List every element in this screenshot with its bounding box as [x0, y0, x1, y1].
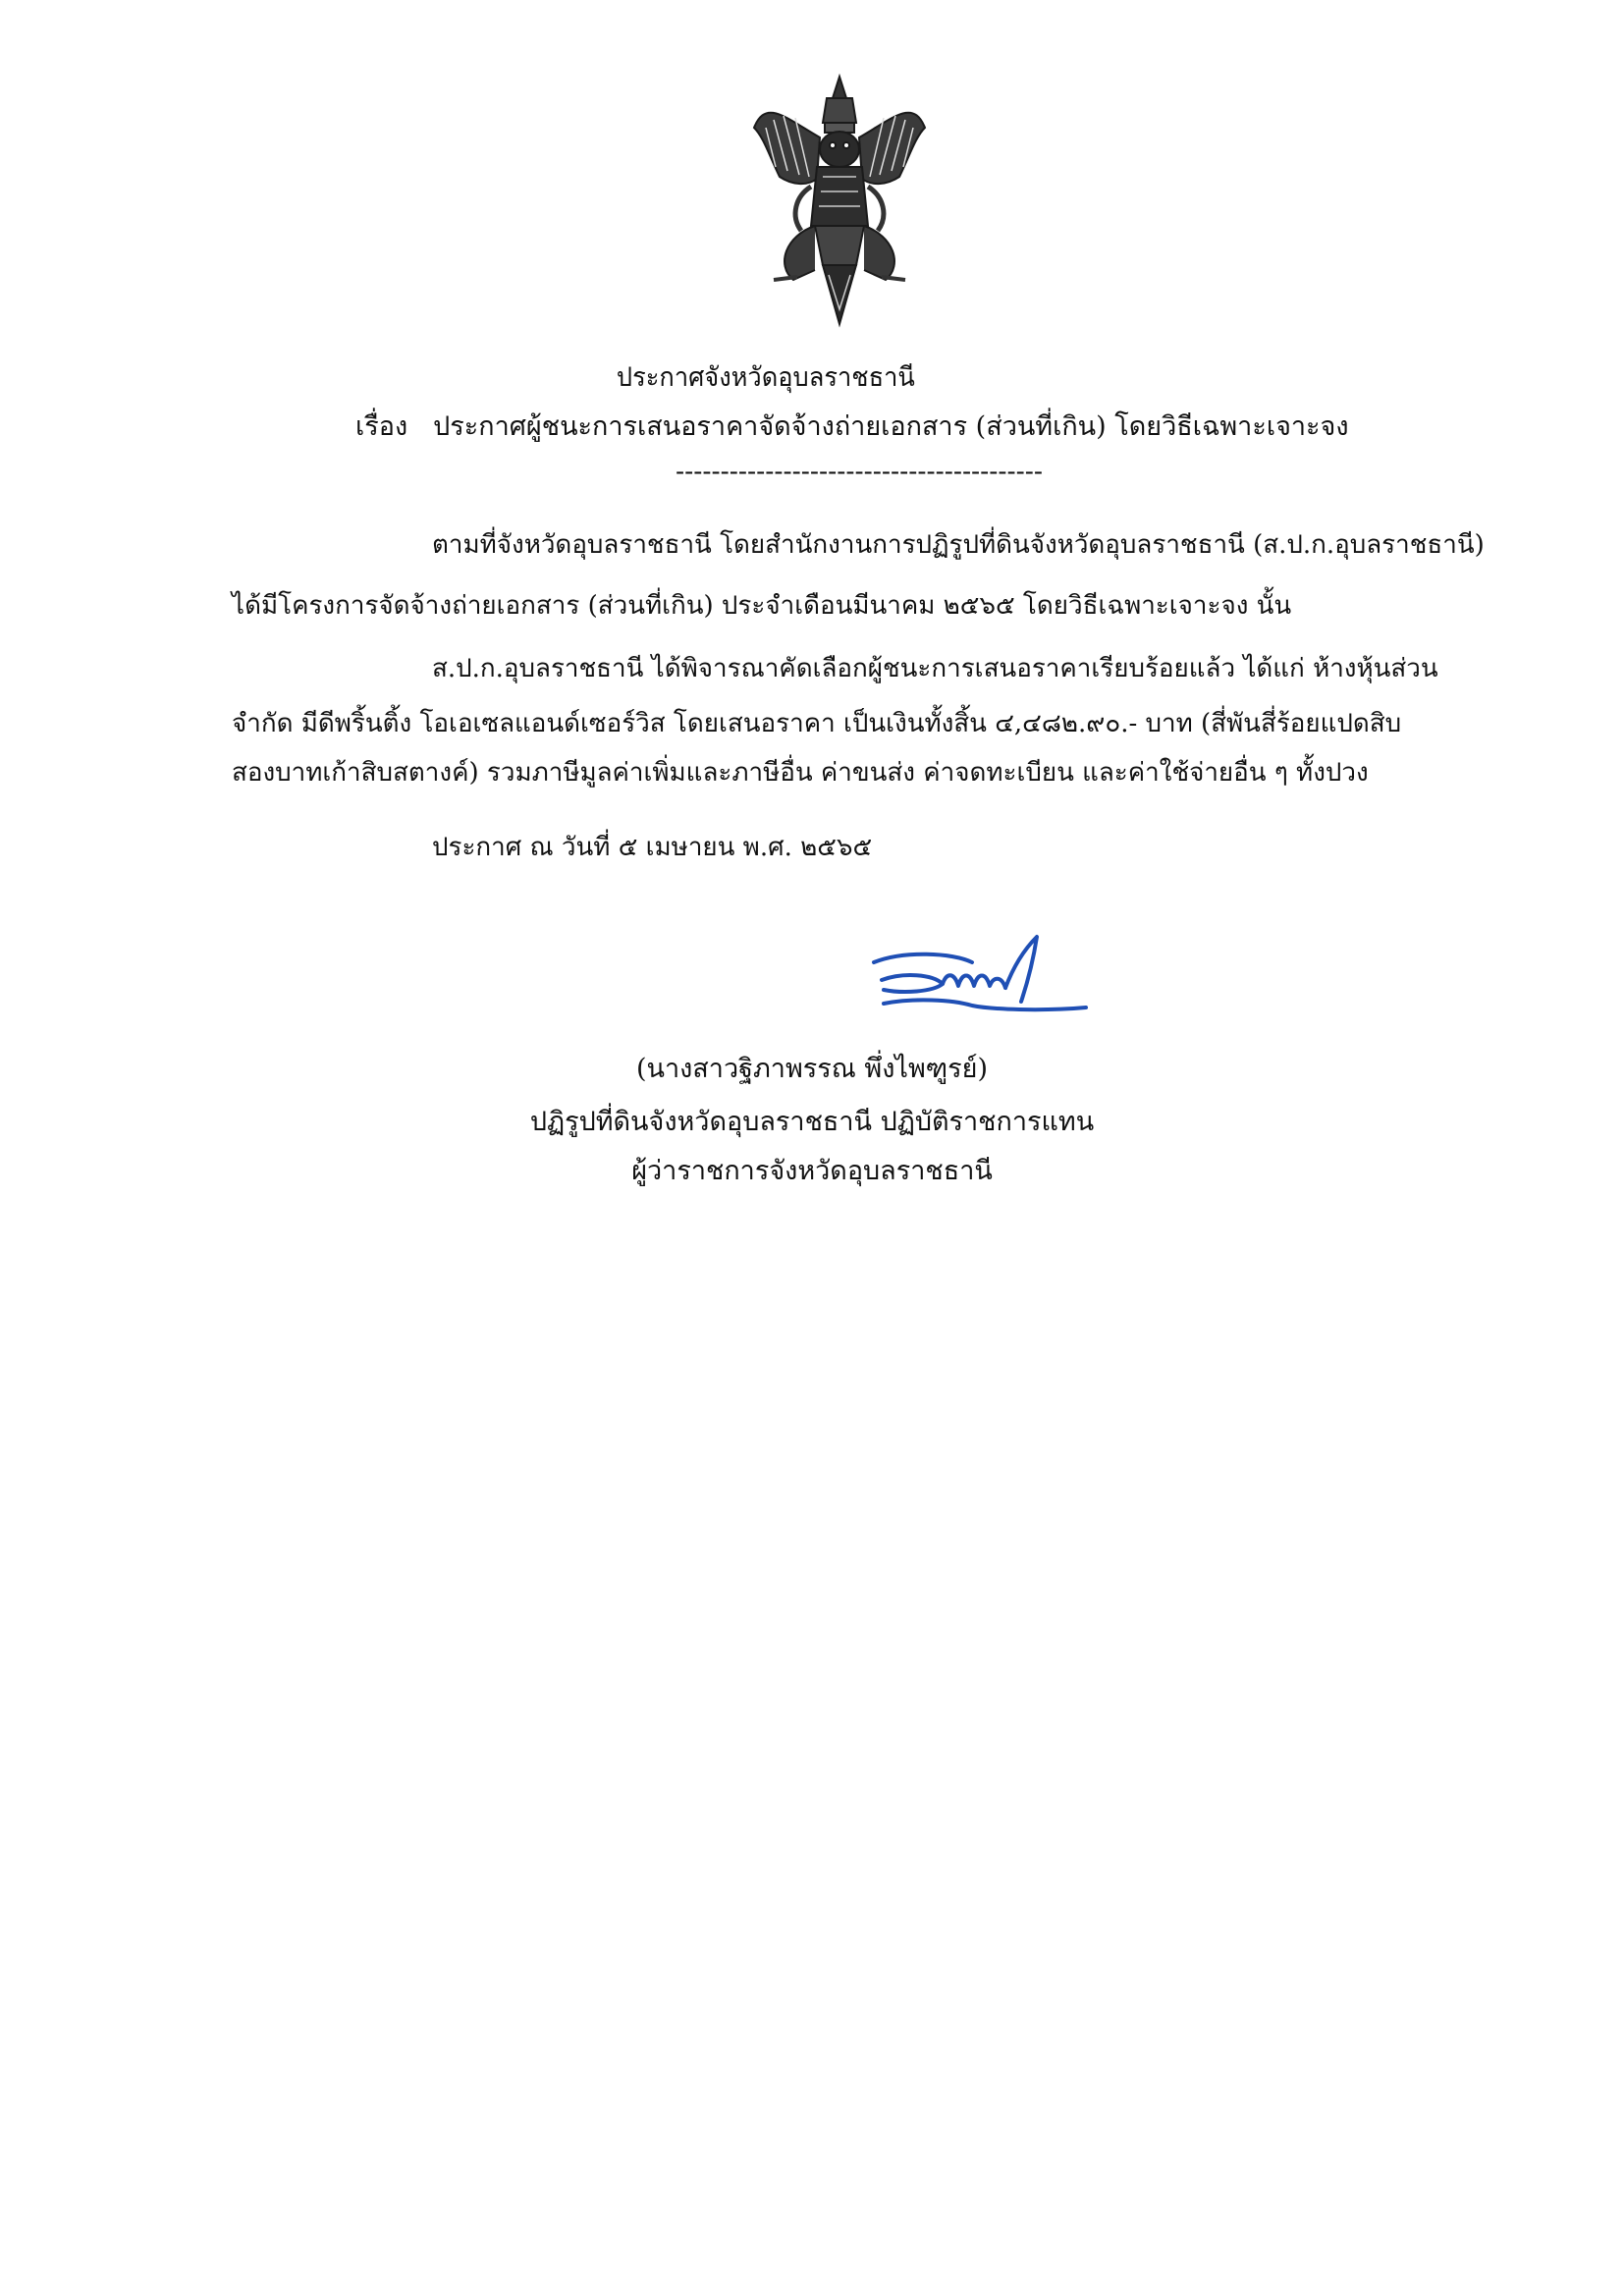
- announcement-subject-line: [355, 410, 1349, 444]
- subject-label: เรื่อง: [355, 411, 408, 442]
- handwritten-signature: [864, 933, 1100, 1041]
- signatory-position-1: ปฏิรูปที่ดินจังหวัดอุบลราชธานี ปฏิบัติราชการแทน: [529, 1107, 1095, 1137]
- announcement-agency: ประกาศจังหวัดอุบลราชธานี: [616, 362, 915, 393]
- paragraph2-line3: สองบาทเก้าสิบสตางค์) รวมภาษีมูลค่าเพิ่มและภาษีอื่น ค่าขนส่ง ค่าจดทะเบียน และค่าใช้จ่ายอื่น ๆ ทั้งปวง: [232, 758, 1369, 788]
- paragraph1-line2: ได้มีโครงการจัดจ้างถ่ายเอกสาร (ส่วนที่เกิน) ประจำเดือนมีนาคม ๒๕๖๕ โดยวิธีเฉพาะเจาะจง นั้น: [232, 591, 1292, 621]
- paragraph2-line1: ส.ป.ก.อุบลราชธานี ได้พิจารณาคัดเลือกผู้ชนะการเสนอราคาเรียบร้อยแล้ว ได้แก่ ห้างหุ้นส่วน: [432, 654, 1438, 683]
- announcement-subject: ประกาศผู้ชนะการเสนอราคาจัดจ้างถ่ายเอกสาร (ส่วนที่เกิน) โดยวิธีเฉพาะเจาะจง: [433, 411, 1349, 442]
- garuda-emblem-icon: [746, 69, 933, 339]
- announcement-date: ประกาศ ณ วันที่ ๕ เมษายน พ.ศ. ๒๕๖๕: [432, 833, 873, 862]
- header-divider: -----------------------------------------: [676, 457, 1044, 487]
- paragraph2-line2: จำกัด มีดีพริ้นติ้ง โอเอเซลแอนด์เซอร์วิส โดยเสนอราคา เป็นเงินทั้งสิ้น ๔,๔๘๒.๙๐.- บาท (สี่พันสี่ร้อยแปดสิบ: [232, 709, 1402, 738]
- signatory-name: (นางสาวฐิภาพรรณ พึ่งไพฑูรย์): [635, 1054, 989, 1084]
- signatory-position-2: ผู้ว่าราชการจังหวัดอุบลราชธานี: [631, 1156, 993, 1186]
- paragraph1-line1: ตามที่จังหวัดอุบลราชธานี โดยสำนักงานการปฏิรูปที่ดินจังหวัดอุบลราชธานี (ส.ป.ก.อุบลราชธานี): [432, 530, 1485, 560]
